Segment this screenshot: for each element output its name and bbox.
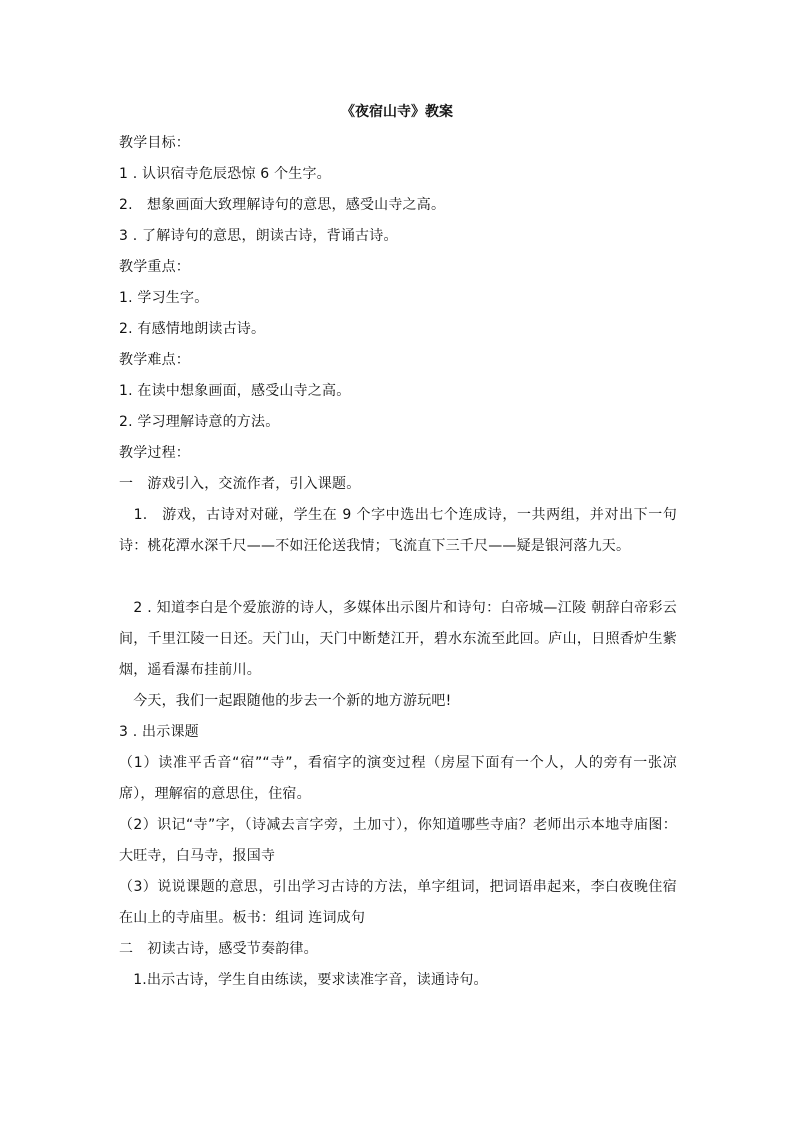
difficulty-item-1: 1. 在读中想象画面，感受山寺之高。	[119, 383, 351, 399]
key-point-1: 1. 学习生字。	[119, 290, 209, 306]
subitem-1: （1）读准平舌音“宿”“寺”，看宿字的演变过程（房屋下面有一个人，人的旁有一张凉席），理解宿的意思住，住宿。	[119, 755, 677, 802]
difficulty-item-2: 2. 学习理解诗意的方法。	[119, 414, 280, 430]
key-points-heading: 教学重点：	[119, 259, 190, 275]
section-1-item-3: 3 . 出示课题	[119, 724, 199, 740]
section-2-item-1: 1.出示古诗，学生自由练读，要求读准字音，读通诗句。	[119, 972, 488, 988]
section-1-transition: 今天，我们一起跟随他的步去一个新的地方游玩吧!	[119, 693, 452, 709]
goal-item-2: 2. 想象画面大致理解诗句的意思，感受山寺之高。	[119, 197, 446, 213]
section-2-heading: 二 初读古诗，感受节奏韵律。	[119, 941, 318, 957]
key-point-2: 2. 有感情地朗读古诗。	[119, 321, 266, 337]
section-1-heading: 一 游戏引入，交流作者，引入课题。	[119, 476, 361, 492]
difficulty-heading: 教学难点：	[119, 352, 190, 368]
goals-heading: 教学目标：	[119, 135, 190, 151]
document-title: 《夜宿山寺》教案	[341, 104, 453, 120]
subitem-3: （3）说说课题的意思，引出学习古诗的方法，单字组词，把词语串起来，李白夜晚住宿在山上的寺庙里。板书：组词 连词成句	[119, 879, 677, 926]
process-heading: 教学过程：	[119, 445, 190, 461]
goal-item-1: 1 . 认识宿寺危辰恐惊 6 个生字。	[119, 166, 331, 182]
goal-item-3: 3 . 了解诗句的意思，朗读古诗，背诵古诗。	[119, 228, 398, 244]
subitem-2: （2）识记“寺”字，（诗减去言字旁，土加寸），你知道哪些寺庙？老师出示本地寺庙图：大旺寺，白马寺，报国寺	[119, 817, 677, 864]
section-1-item-1: 1. 游戏，古诗对对碰，学生在 9 个字中选出七个连成诗，一共两组，并对出下一句诗：桃花潭水深千尺——不如汪伦送我情；飞流直下三千尺——疑是银河落九天。	[119, 507, 677, 554]
section-1-item-2: 2 . 知道李白是个爱旅游的诗人，多媒体出示图片和诗句：白帝城—江陵 朝辞白帝彩云间，千里江陵一日还。天门山，天门中断楚江开，碧水东流至此回。庐山，日照香炉生紫烟，遥看瀑布挂前川。	[119, 600, 677, 678]
